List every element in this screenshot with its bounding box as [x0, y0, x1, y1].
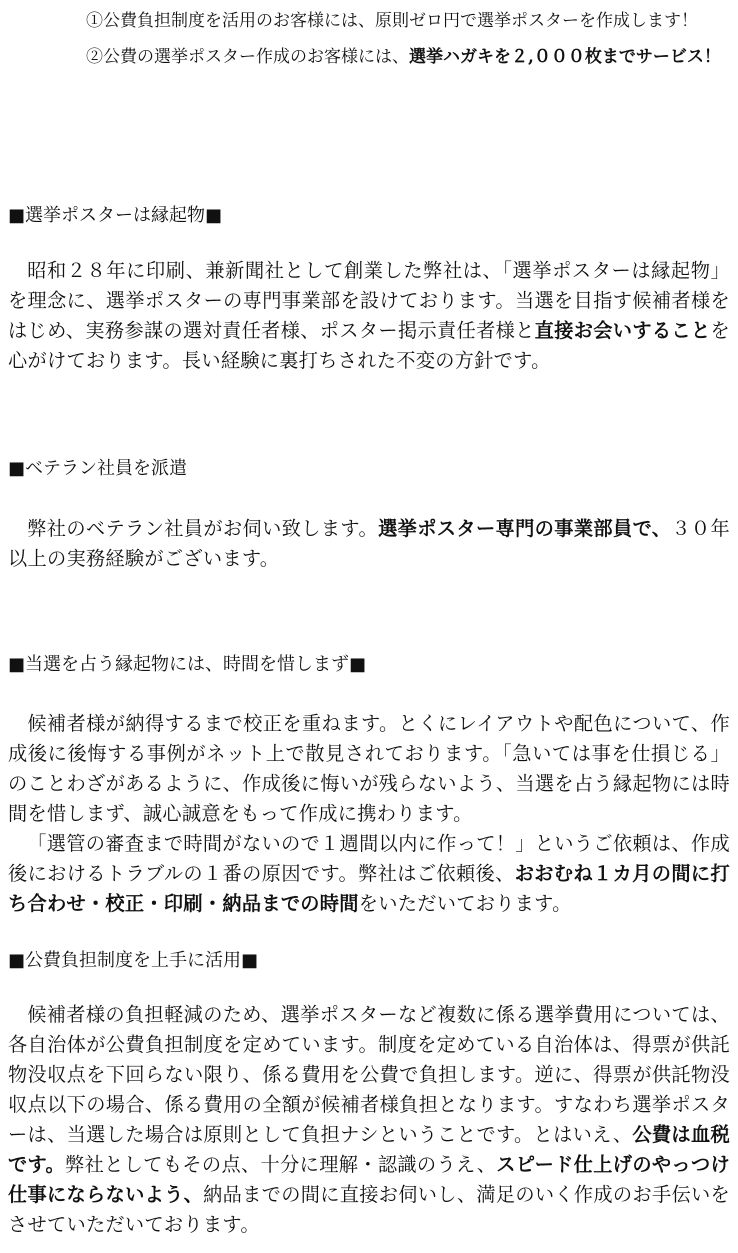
section-heading-public-funding: ■公費負担制度を上手に活用■ — [8, 950, 259, 971]
paragraph-emphasis: 公費は血税です。 — [8, 1123, 730, 1176]
intro-line-2-text: ②公費の選挙ポスター作成のお客様には、 — [86, 47, 409, 67]
paragraph-text: 候補者様の負担軽減のため、選挙ポスターなど複数に係る選挙費用については、各自治体が公費負担制度を定めています。制度を定めている自治体は、得票が供託物没収点を下回らない限り、係る費用を公費で負担します。逆に、得票が供託物没収点以下の場合、係る費用の全額が候補者様負担となります。すなわち選挙ポスターは、当選した場合は原則として負担ナシということです。とはいえ、 — [8, 1003, 730, 1146]
paragraph-text-mid: 弊社としてもその点、十分に理解・認識のうえ、 — [65, 1153, 497, 1176]
paragraph-text-tail: 納品までの間に直接お伺いし、満足のいく作成のお手伝いをさせていただいております。 — [8, 1183, 730, 1236]
paragraph-emphasis: 選挙ポスター専門の事業部員で、 — [378, 517, 672, 540]
intro-line-2 — [86, 46, 726, 68]
paragraph — [8, 1000, 730, 1240]
section-heading-veteran: ■ベテラン社員を派遣 — [8, 458, 188, 479]
paragraph-text: 昭和２８年に印刷、兼新聞社として創業した弊社は、「選挙ポスターは縁起物」を理念に、選挙ポスターの専門事業部を設けております。当選を目指す候補者様をはじめ、実務参謀の選対責任者様、ポスター掲示責任者様と — [8, 259, 730, 342]
paragraph-emphasis: 直接お会いすること — [534, 319, 711, 342]
intro-line-2-emphasis: 選挙ハガキを２,０００枚までサービス！ — [409, 47, 721, 67]
section-body-engimono — [8, 256, 730, 376]
paragraph-text-tail: ３０年以上の実務経験がございます。 — [8, 517, 730, 570]
paragraph-emphasis: おおむね１カ月の間に打ち合わせ・校正・印刷・納品までの時間 — [8, 862, 730, 915]
paragraph — [8, 256, 730, 376]
section-heading-time: ■当選を占う縁起物には、時間を惜しまず■ — [8, 654, 367, 675]
paragraph-text-tail: をいただいております。 — [358, 892, 572, 915]
paragraph-emphasis-2: スピード仕上げのやっつけ仕事にならないよう、 — [8, 1153, 730, 1206]
paragraph — [8, 829, 730, 919]
section-body-time — [8, 709, 730, 919]
section-body-veteran — [8, 514, 730, 574]
paragraph-text: 「選管の審査まで時間がないので１週間以内に作って！」というご依頼は、作成後におけるトラブルの１番の原因です。弊社はご依頼後、 — [8, 832, 730, 885]
intro-line-1 — [86, 10, 726, 32]
paragraph-text: 弊社のベテラン社員がお伺い致します。 — [27, 517, 379, 540]
section-body-public-funding — [8, 1000, 730, 1240]
section-heading-engimono: ■選挙ポスターは縁起物■ — [8, 205, 223, 226]
intro-line-1-text: ①公費負担制度を活用のお客様には、原則ゼロ円で選挙ポスターを作成します！ — [86, 11, 698, 31]
paragraph: 候補者様が納得するまで校正を重ねます。とくにレイアウトや配色について、作成後に後悔する事例がネット上で散見されております。「急いては事を仕損じる」のことわざがあるように、作成後に悔いが残らないよう、当選を占う縁起物には時間を惜しまず、誠心誠意をもって作成に携わります。 — [8, 712, 730, 825]
paragraph — [8, 514, 730, 574]
paragraph-text-tail: を心がけております。長い経験に裏打ちされた不変の方針です。 — [8, 319, 730, 372]
